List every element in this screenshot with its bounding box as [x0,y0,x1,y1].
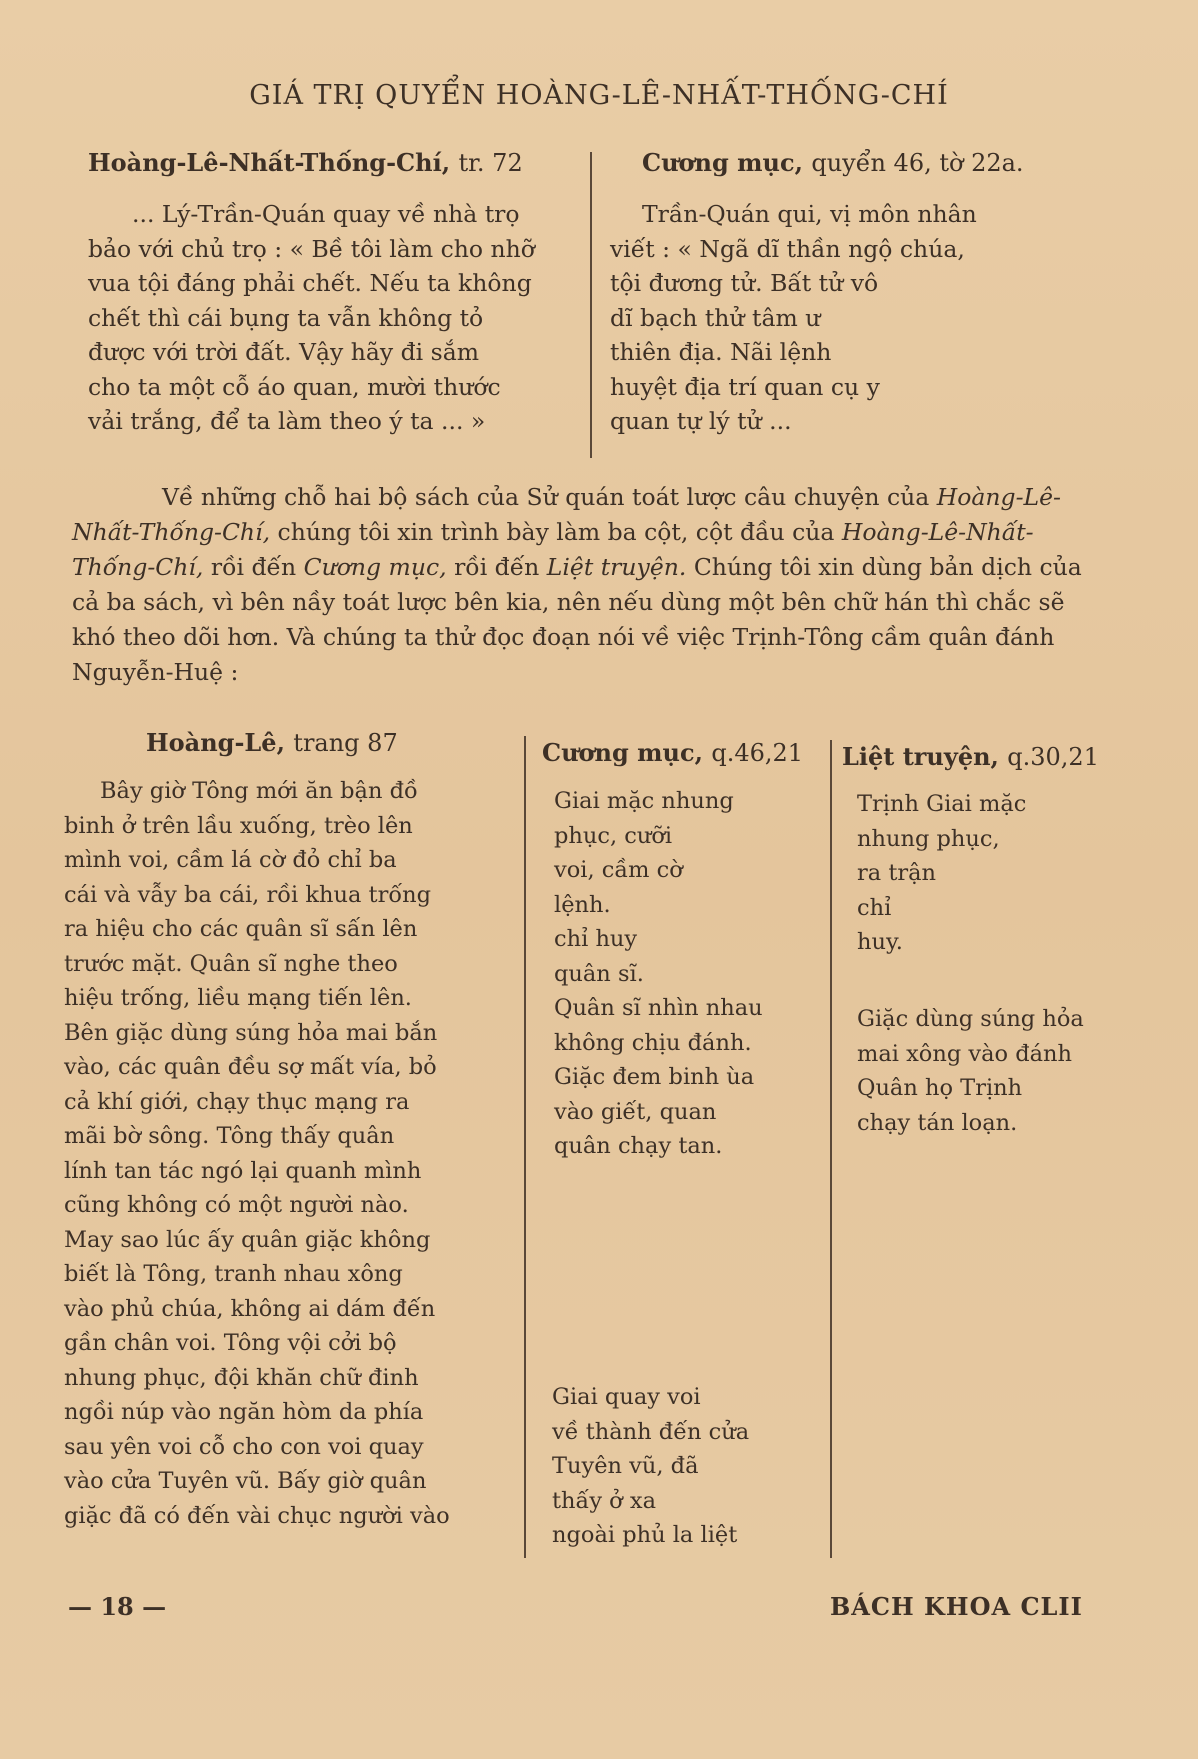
text-line: nhung phục, đội khăn chữ đinh [64,1364,419,1391]
text-line: mãi bờ sông. Tông thấy quân [64,1123,395,1149]
text-line: huyệt địa trí quan cụ y [610,372,880,401]
text-line: dĩ bạch thử tâm ư [610,303,821,332]
text-line: được với trời đất. Vậy hãy đi sắm [88,338,480,366]
intro-paragraph [72,480,1108,690]
intro-book-title: Cương mục, [303,553,447,581]
top-right-text [610,197,1110,439]
hoang-le-heading-source: Hoàng-Lê, [146,728,285,757]
text-line: viết : « Ngã dĩ thần ngộ chúa, [610,234,965,263]
text-line: trước mặt. Quân sĩ nghe theo [64,950,398,977]
cuong-muc-block-1 [554,784,763,1164]
text-line: giặc đã có đến vài chục người vào [64,1502,450,1529]
text-line: chết thì cái bụng ta vẫn không tỏ [88,303,484,332]
text-line: quân chạy tan. [554,1133,723,1159]
top-right-heading-source: Cương mục, [642,148,803,177]
text-line: Bên giặc dùng súng hỏa mai bắn [64,1019,438,1046]
cuong-muc-heading-source: Cương mục, [542,738,703,767]
text-line: Giặc dùng súng hỏa [857,1006,1084,1032]
intro-text: rồi đến [454,553,540,581]
text-line: không chịu đánh. [554,1029,752,1056]
text-line: Giai quay voi [552,1384,701,1410]
intro-book-title: Liệt truyện. [546,553,687,581]
text-line: vải trắng, để ta làm theo ý ta ... » [88,407,486,435]
text-line: mình voi, cầm lá cờ đỏ chỉ ba [64,847,397,873]
text-line: tội đương tử. Bất tử vô [610,269,879,297]
text-line: biết là Tông, tranh nhau xông [64,1261,403,1287]
text-line: cái và vẫy ba cái, rồi khua trống [64,881,431,908]
text-line: ... Lý-Trần-Quán quay về nhà trọ [132,200,520,228]
top-column-divider [590,152,592,458]
page-number: — 18 — [68,1592,167,1621]
text-line: cả khí giới, chạy thục mạng ra [64,1088,410,1115]
text-line: Trịnh Giai mặc [857,791,1027,817]
text-line: vua tội đáng phải chết. Nếu ta không [88,269,532,297]
text-line: Trần-Quán qui, vị môn nhân [642,200,977,228]
text-line: ra trận [857,860,937,886]
text-line: Quân sĩ nhìn nhau [554,995,763,1021]
intro-text: chúng tôi xin trình bày làm ba cột, cột đầu của [277,518,835,546]
text-line: vào, các quân đều sợ mất vía, bỏ [64,1054,437,1080]
text-line: Tuyên vũ, đã [552,1453,699,1479]
top-left-column [88,148,574,439]
top-right-column [610,148,1110,439]
top-right-heading [610,148,1110,177]
text-line: chạy tán loạn. [857,1109,1018,1136]
intro-text: Chúng tôi xin dùng bản dịch của cả ba sách, vì bên nầy toát lược bên kia, nên nếu dùng một bên chữ hán thì chắc sẽ khó theo dõi hơn. Và chúng ta thử đọc đoạn nói về việc Trịnh-Tông cầm quân đánh Nguyễn-Huệ : [72,553,1082,686]
liet-truyen-column [842,742,1112,1136]
intro-book-title: Hoàng-Lê-Nhất-Thống-Chí, [72,518,1034,581]
text-line: hiệu trống, liều mạng tiến lên. [64,985,412,1011]
cuong-muc-block-2 [552,1380,749,1553]
publication-name: BÁCH KHOA CLII [830,1592,1083,1621]
hoang-le-text [64,774,504,1533]
top-left-heading [88,148,574,177]
cuong-muc-heading-ref: q.46,21 [711,739,804,767]
text-line: ra hiệu cho các quân sĩ sấn lên [64,916,418,942]
liet-truyen-heading-ref: q.30,21 [1007,743,1099,771]
intro-book-title: Hoàng-Lê-Nhất-Thống-Chí, [72,483,1061,546]
text-line: May sao lúc ấy quân giặc không [64,1226,431,1253]
text-line: huy. [857,929,903,955]
text-line: ngồi núp vào ngăn hòm da phía [64,1399,424,1425]
top-right-heading-ref: quyển 46, tờ 22a. [811,149,1024,177]
intro-text: rồi đến [210,553,297,581]
text-line: thấy ở xa [552,1487,656,1514]
text-line: lính tan tác ngó lại quanh mình [64,1157,422,1184]
page-header: GIÁ TRỊ QUYỂN HOÀNG-LÊ-NHẤT-THỐNG-CHÍ [249,80,949,111]
text-line: chỉ [857,894,892,921]
text-line: bảo với chủ trọ : « Bề tôi làm cho nhỡ [88,234,535,263]
intro-text: Về những chỗ hai bộ sách của Sử quán toát lược câu chuyện của [162,483,930,511]
text-line: Giai mặc nhung [554,788,734,814]
text-line: ngoài phủ la liệt [552,1522,738,1548]
hoang-le-column [64,728,504,1533]
liet-truyen-block-2 [857,1002,1084,1140]
text-line: Bây giờ Tông mới ăn bận đồ [100,778,418,804]
hoang-le-heading [64,728,504,757]
text-line: chỉ huy [554,926,638,952]
bottom-column-divider-2 [830,740,832,1558]
top-left-heading-ref: tr. 72 [458,149,523,177]
liet-truyen-block-1 [857,787,1026,960]
liet-truyen-heading [842,742,1112,771]
cuong-muc-column [542,738,832,1548]
text-line: vào giết, quan [554,1098,717,1125]
top-left-heading-source: Hoàng-Lê-Nhất-Thống-Chí, [88,148,451,177]
text-line: về thành đến cửa [552,1418,750,1445]
hoang-le-heading-ref: trang 87 [293,729,398,757]
text-line: quân sĩ. [554,960,644,987]
text-line: lệnh. [554,891,611,918]
text-line: binh ở trên lầu xuống, trèo lên [64,812,413,839]
text-line: cũng không có một người nào. [64,1192,409,1218]
text-line: Quân họ Trịnh [857,1075,1023,1101]
text-line: nhung phục, [857,825,1000,852]
text-line: voi, cầm cờ [554,857,683,883]
text-line: vào phủ chúa, không ai dám đến [64,1295,436,1322]
text-line: sau yên voi cỗ cho con voi quay [64,1433,424,1460]
text-line: mai xông vào đánh [857,1040,1073,1067]
text-line: phục, cưỡi [554,822,673,849]
text-line: vào cửa Tuyên vũ. Bấy giờ quân [64,1468,427,1494]
cuong-muc-heading [542,738,832,767]
text-line: thiên địa. Nãi lệnh [610,338,832,366]
text-line: Giặc đem binh ùa [554,1064,755,1090]
liet-truyen-heading-source: Liệt truyện, [842,742,999,771]
bottom-column-divider-1 [524,736,526,1558]
text-line: cho ta một cỗ áo quan, mười thước [88,372,501,401]
text-line: quan tự lý tử ... [610,407,792,435]
top-left-text [88,197,574,439]
text-line: gần chân voi. Tông vội cởi bộ [64,1330,397,1356]
